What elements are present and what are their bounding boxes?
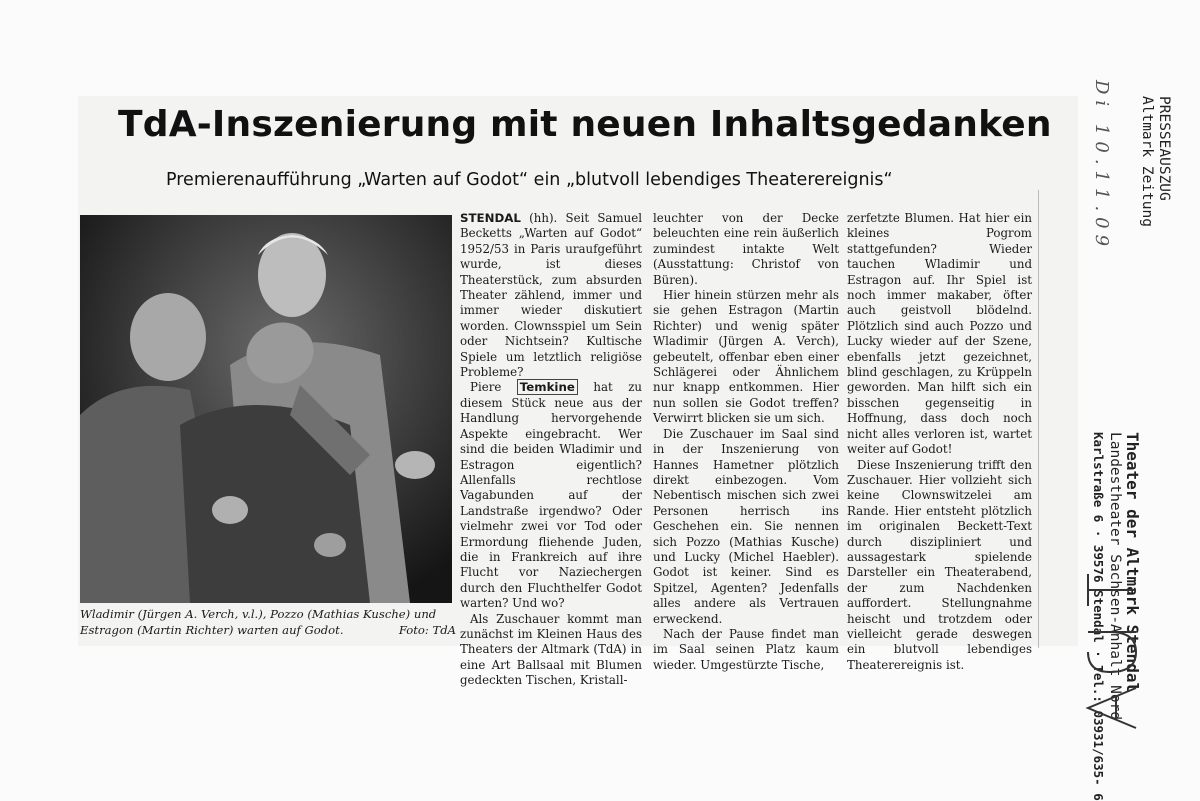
paragraph: Nach der Pause findet man im Saal seinen Platz kaum wieder. Umgestürzte Tische, [653,626,839,672]
article-column-3 [847,211,1032,673]
handwritten-date: Di 10.11.09 [1091,80,1112,253]
paragraph-text: hat zu diesem Stück neue aus der Handlung hervorgehende Aspekte eingebracht. Wer sind die beiden Wladimir und Estragon eigentlich? Allenfalls rechtlose Vagabunden auf der Landstraße irgendwo? Oder vielmehr zwei vor Tod oder Ermordung fliehende Juden, die in Frankreich auf ihre Flucht vor Naziechergen durch den Fluchthelfer Godot warten? Und wo? [460,380,643,611]
stamp-newspaper: Altmark Zeitung [1139,96,1155,227]
paragraph: leuchter von der Decke beleuchten eine rein äußerlich zumindest intakte Welt (Ausstattung: Christof von Büren). [653,211,839,287]
caption-line-2: Estragon (Martin Richter) warten auf Godot. [80,622,344,637]
column-divider [1038,190,1039,648]
article-subheadline: Premierenaufführung „Warten auf Godot“ ein „blutvoll lebendiges Theaterereignis“ [166,170,893,190]
press-photo [80,215,452,603]
paragraph [460,211,642,380]
dateline: STENDAL [460,211,521,225]
photo-caption [80,607,456,638]
paragraph: Hier hinein stürzen mehr als sie gehen Estragon (Martin Richter) und wenig später Wladimir (Jürgen A. Verch), gebeutelt, offenbar eben einer Schlägerei oder Ähnlichem nur knapp entkommen. Hier nun sollen sie Godot treffen? Verwirrt blicken sie um sich. [653,288,839,426]
tda-logo-icon [1080,570,1144,730]
article-headline: TdA-Inszenierung mit neuen Inhaltsgedanken [118,104,1052,145]
highlighted-name: Temkine [517,379,578,395]
theater-name: Theater der Altmark Stendal [1123,432,1142,693]
paragraph: Als Zuschauer kommt man zunächst im Kleinen Haus des Theaters der Altmark (TdA) in eine Art Ballsaal mit Blumen gedeckten Tischen, Kristall- [460,611,642,688]
article-column-1 [460,211,642,689]
paragraph-text: (hh). Seit Samuel Becketts „Warten auf Godot“ 1952/53 in Paris uraufgeführt wurde, ist dieses Theaterstück, zum absurden Theater zählend, immer und immer wieder diskutiert worden. Clownsspiel um Sein oder Nichtsein? Kultische Spiele um letztlich religiöse Probleme? [460,211,642,380]
paragraph: Die Zuschauer im Saal sind in der Inszenierung von Hannes Hametner plötzlich direkt einbezogen. Vom Nebentisch mischen sich zwei Personen herrisch ins Geschehen ein. Sie nennen sich Pozzo (Mathias Kusche) und Lucky (Michel Haebler). Godot ist keiner. Sind es Spitzel, Agenten? Jedenfalls alles andere als Vertrauen erweckend. [653,426,839,626]
press-stamp [1138,96,1172,227]
paragraph-text: Piere [470,380,502,395]
theater-address: Karlstraße 6 · 39576 Stendal · Tel.: 03931/635- 6 [1091,432,1106,801]
stamp-title: PRESSEAUSZUG [1156,96,1172,201]
paragraph: zerfetzte Blumen. Hat hier ein kleines Pogrom stattgefunden? Wieder tauchen Wladimir und Estragon auf. Ihr Spiel ist noch immer makaber, öfter auch geistvoll blödelnd. Plötzlich sind auch Pozzo und Lucky wieder auf der Szene, ebenfalls jetzt gezeichnet, blind geschlagen, zu Krüppeln geworden. Man hilft sich ein bisschen gegenseitig in Hoffnung, dass doch noch nicht alles verloren ist, wartet weiter auf Godot! [847,211,1032,457]
paragraph [460,380,642,611]
theater-subtitle: Landestheater Sachsen-Anhalt Nord [1107,432,1123,721]
photo-credit: Foto: TdA [398,622,456,637]
caption-line-1: Wladimir (Jürgen A. Verch, v.l.), Pozzo (Mathias Kusche) und [80,607,437,621]
article-column-2 [653,211,839,673]
actors-photo-illustration [80,215,452,603]
paragraph: Diese Inszenierung trifft den Zuschauer. Hier vollzieht sich keine Clownswitzelei am Rande. Hier entsteht plötzlich im originalen Beckett-Text durch diszipliniert und aussagestark spielende Darsteller ein Theaterabend, der zum Nachdenken auffordert. Stellungnahme heischt und trotzdem oder vielleicht gerade deswegen ein blutvoll lebendiges Theaterereignis ist. [847,457,1032,672]
